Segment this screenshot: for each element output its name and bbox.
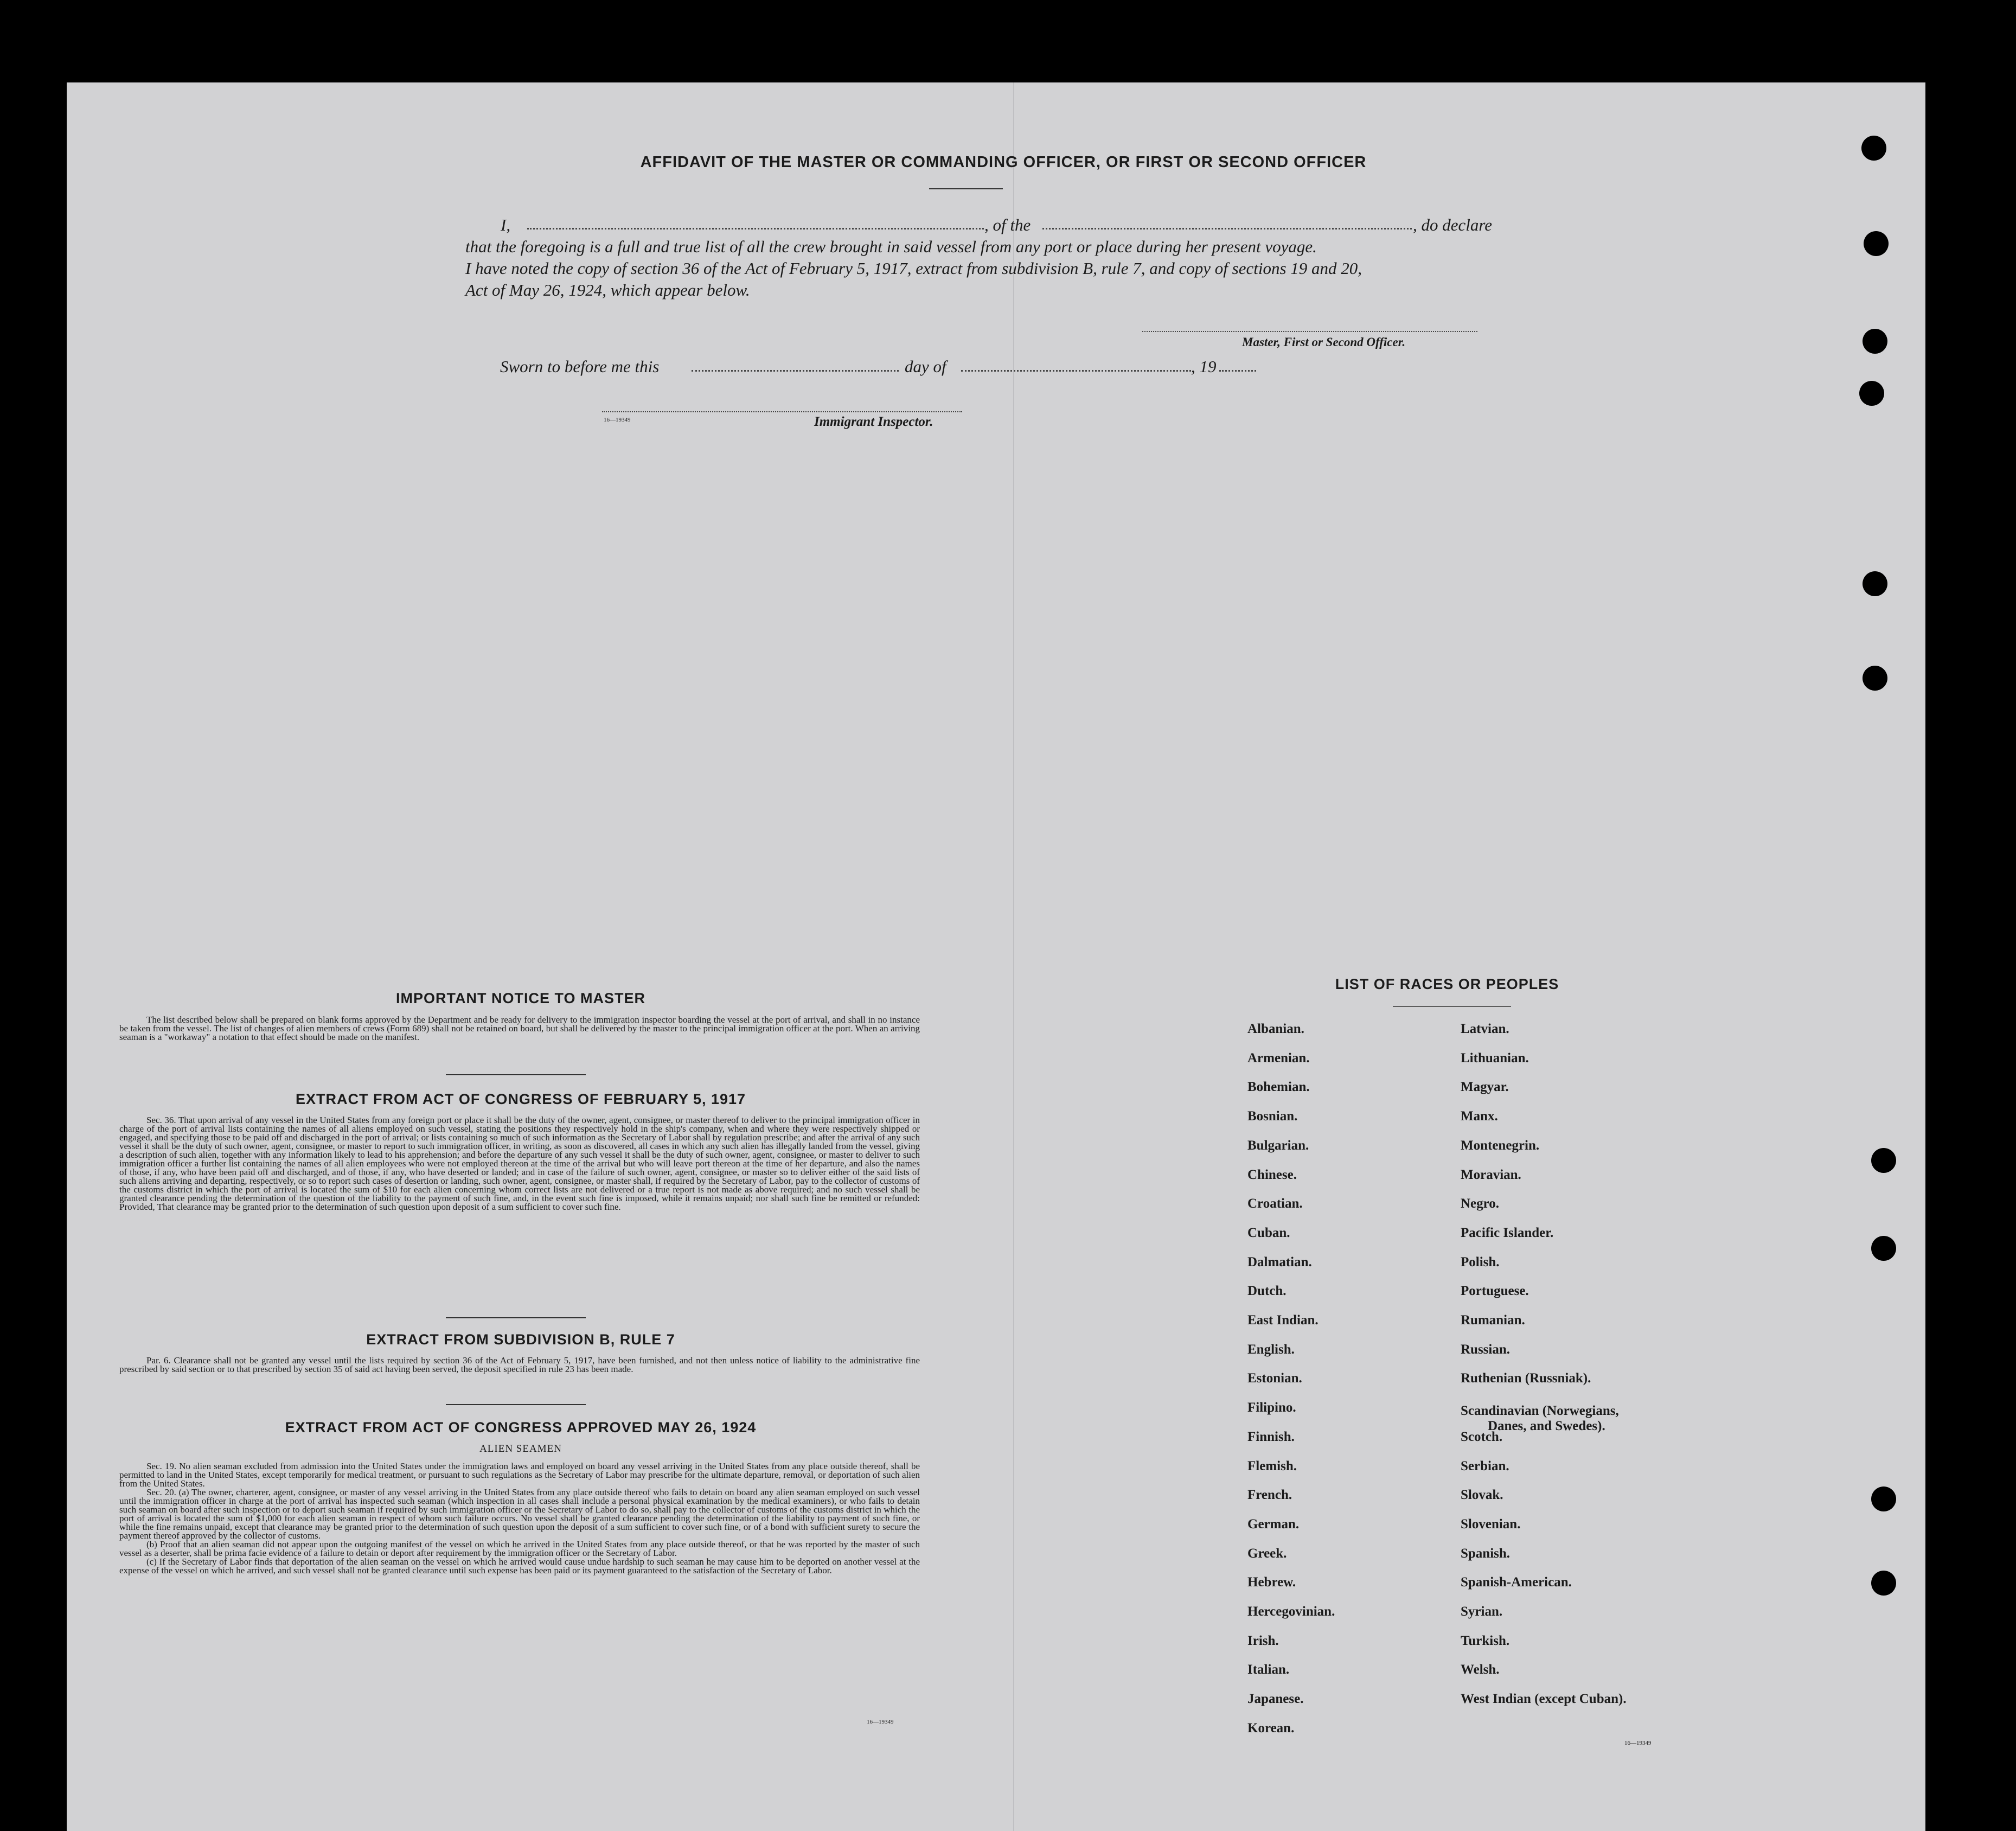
extract-rule7-title: EXTRACT FROM SUBDIVISION B, RULE 7: [366, 1331, 675, 1348]
race-item: Spanish-American.: [1461, 1575, 1572, 1590]
race-item: Serbian.: [1461, 1459, 1509, 1473]
extract-1924-block: [119, 1462, 920, 1575]
race-item: Bohemian.: [1247, 1080, 1310, 1094]
affidavit-title: AFFIDAVIT OF THE MASTER OR COMMANDING OFFICER, OR FIRST OR SECOND OFFICER: [640, 154, 1367, 171]
extract-form-number: 16—19349: [867, 1719, 894, 1725]
race-item: Spanish.: [1461, 1546, 1511, 1561]
vessel-blank: [1042, 228, 1412, 229]
race-item: Korean.: [1247, 1721, 1295, 1736]
race-item: Danes, and Swedes).: [1488, 1419, 1605, 1433]
race-item: German.: [1247, 1517, 1300, 1532]
race-item: Irish.: [1247, 1634, 1279, 1648]
race-item: Italian.: [1247, 1662, 1290, 1677]
title-rule: [929, 188, 1003, 189]
master-label: Master, First or Second Officer.: [1242, 335, 1406, 349]
race-item: Flemish.: [1247, 1459, 1297, 1473]
race-item: Slovenian.: [1461, 1517, 1521, 1532]
race-item: Dalmatian.: [1247, 1255, 1312, 1269]
sec20b-text: (b) Proof that an alien seaman did not appear upon the outgoing manifest of the vessel on which he arrived in the United States from any place outside thereof, or that he was reported by the master of such vessel as a deserter, shall be prima facie evidence of a failure to detain or deport after requirement by the immigration officer or the Secretary of Labor.: [119, 1539, 920, 1558]
year-blank: [1219, 370, 1256, 372]
notice-block: [119, 1016, 920, 1042]
extract-rule7-block: [119, 1356, 920, 1374]
sworn-prefix: Sworn to before me this: [500, 357, 660, 376]
race-item: Latvian.: [1461, 1022, 1509, 1036]
race-item: English.: [1247, 1342, 1295, 1357]
binder-hole: [1871, 1487, 1896, 1511]
race-item: Russian.: [1461, 1342, 1511, 1357]
race-item: Armenian.: [1247, 1051, 1310, 1066]
affidavit-line4: Act of May 26, 1924, which appear below.: [465, 280, 750, 299]
month-blank: [961, 370, 1191, 372]
binder-hole: [1864, 231, 1889, 256]
race-item: Hebrew.: [1247, 1575, 1296, 1590]
binder-hole: [1863, 666, 1887, 691]
race-item: Filipino.: [1247, 1400, 1296, 1415]
race-item: Portuguese.: [1461, 1284, 1529, 1298]
race-item: Magyar.: [1461, 1080, 1509, 1094]
binder-hole: [1861, 136, 1886, 161]
race-item: Croatian.: [1247, 1196, 1303, 1211]
race-item: Estonian.: [1247, 1371, 1302, 1386]
race-item: Dutch.: [1247, 1284, 1287, 1298]
affidavit-do-declare: , do declare: [1413, 215, 1493, 234]
race-item: Greek.: [1247, 1546, 1287, 1561]
page-fold: [1013, 82, 1014, 1831]
notice-title: IMPORTANT NOTICE TO MASTER: [396, 990, 645, 1006]
extract-1917-block: [119, 1116, 920, 1211]
race-item: Bosnian.: [1247, 1109, 1298, 1124]
race-item: Rumanian.: [1461, 1313, 1525, 1328]
races-title: LIST OF RACES OR PEOPLES: [1335, 976, 1559, 992]
affidavit-of-the: , of the: [984, 215, 1031, 234]
sec20a-text: Sec. 20. (a) The owner, charterer, agent, consignee, or master of any vessel arriving in the United States from any place outside thereof who fails to detain on board any alien seaman employed on such vessel until the immigration officer in charge at the port of arrival has inspected such seaman (which inspection in all cases shall include a personal physical examination by the medical examiners), or who fails to detain such seaman on board after such inspection or to deport such seaman if required by such immigration officer or the Secretary of Labor to do so, shall pay to the collector of customs of the customs district in which the port of arrival is located the sum of $1,000 for each alien seaman in respect of whom such failure occurs. No vessel shall be granted clearance pending the determination of the liability to payment of such fine, or while the fine remains unpaid, except that clearance may be granted prior to the determination of such question upon the deposit of a sum sufficient to cover such fine, or of a bond with sufficient surety to secure the payment thereof approved by the collector of customs.: [119, 1487, 920, 1541]
section-rule: [446, 1317, 586, 1318]
section-rule: [446, 1074, 586, 1075]
binder-hole: [1871, 1148, 1896, 1173]
binder-hole: [1871, 1236, 1896, 1261]
sworn-date-blank: [692, 370, 899, 372]
race-item: Polish.: [1461, 1255, 1500, 1269]
race-item: Lithuanian.: [1461, 1051, 1529, 1066]
section-rule: [446, 1404, 586, 1405]
alien-seamen-subtitle: ALIEN SEAMEN: [479, 1443, 562, 1454]
race-item: Ruthenian (Russniak).: [1461, 1371, 1591, 1386]
affidavit-line3: I have noted the copy of section 36 of the Act of February 5, 1917, extract from subdivision B, rule 7, and copy of sections 19 and 20,: [465, 259, 1362, 278]
race-item: East Indian.: [1247, 1313, 1319, 1328]
notice-text: The list described below shall be prepared on blank forms approved by the Department and be ready for delivery to the immigration inspector boarding the vessel at the port of arrival, and shall in no instance be taken from the vessel. The list of changes of alien members of crews (Form 689) shall not be retained on board, but shall be delivered by the master to the principal immigration officer at the port. When an arriving seaman is a "workaway" a notation to that effect should be made on the manifest.: [119, 1015, 920, 1042]
extract-rule7-text: Par. 6. Clearance shall not be granted any vessel until the lists required by section 36 of the Act of February 5, 1917, have been furnished, and not then unless notice of liability to the administrative fine prescribed by said section or to that prescribed by section 35 of said act having been served, the deposit specified in rule 23 has been made.: [119, 1355, 920, 1374]
binder-hole: [1871, 1571, 1896, 1596]
extract-1917-text: Sec. 36. That upon arrival of any vessel in the United States from any foreign port or place it shall be the duty of the owner, agent, consignee, or master thereof to deliver to the principal immigration officer in charge of the port of arrival lists containing the names of all aliens employed on such vessel, stating the positions they respectively hold in the ship's company, when and where they were respectively shipped or engaged, and specifying those to be paid off and discharged in the port of arrival; or lists containing so much of such information as the Secretary of Labor shall by regulation prescribe; and after the arrival of any such vessel it shall be the duty of such owner, agent, consignee, or master to report to such immigration officer, in writing, as soon as discovered, all cases in which any such alien has illegally landed from the vessel, giving a description of such alien, together with any information likely to lead to his apprehension; and before the departure of any such vessel it shall be the duty of such owner, agent, consignee, or master to deliver to such immigration officer a further list containing the names of all alien employees who were not employed thereon at the time of the arrival but who will leave port thereon at the time of her departure, and also the names of those, if any, who have been paid off and discharged, and of those, if any, who have deserted or landed; and in case of the failure of such owner, agent, consignee, or master so to deliver either of the said lists of such aliens arriving and departing, respectively, or so to report such cases of desertion or landing, such owner, agent, consignee, or master shall, if required by the Secretary of Labor, pay to the collector of customs of the customs district in which the port of arrival is located the sum of $10 for each alien concerning whom correct lists are not delivered or a true report is not made as above required; and no such vessel shall be granted clearance pending the determination of the question of the liability to the payment of such fine, and, in the event such fine is imposed, while it remains unpaid; nor shall such fine be remitted or refunded: Provided, That clearance may be granted prior to the determination of such question upon deposit of a sum sufficient to cover such fine.: [119, 1115, 920, 1212]
race-item: West Indian (except Cuban).: [1461, 1692, 1627, 1706]
binder-hole: [1859, 381, 1884, 406]
signature-blank: [1142, 331, 1477, 332]
race-item: Syrian.: [1461, 1604, 1503, 1619]
extract-1917-title: EXTRACT FROM ACT OF CONGRESS OF FEBRUARY 5, 1917: [295, 1091, 746, 1107]
inspector-label: Immigrant Inspector.: [814, 414, 933, 429]
race-item: Cuban.: [1247, 1226, 1290, 1240]
binder-hole: [1863, 329, 1887, 354]
race-item: Japanese.: [1247, 1692, 1304, 1706]
name-blank: [527, 228, 984, 229]
race-item: French.: [1247, 1488, 1292, 1502]
race-item: Moravian.: [1461, 1167, 1521, 1182]
sec20c-text: (c) If the Secretary of Labor finds that deportation of the alien seaman on the vessel on which he arrived would cause undue hardship to such seaman he may cause him to be deported on another vessel at the expense of the vessel on which he arrived, and such vessel shall not be granted clearance until such expense has been paid or its payment guaranteed to the satisfaction of the Secretary of Labor.: [119, 1556, 920, 1575]
race-item: Scandinavian (Norwegians,: [1461, 1403, 1619, 1418]
affidavit-form-number: 16—19349: [604, 417, 631, 423]
year-prefix: , 19: [1191, 357, 1217, 376]
sec19-text: Sec. 19. No alien seaman excluded from admission into the United States under the immigration laws and employed on board any vessel arriving in the United States from any place outside thereof, shall be permitted to land in the United States, except temporarily for medical treatment, or pursuant to such regulations as the Secretary of Labor may prescribe for the ultimate departure, removal, or deportation of such alien from the United States.: [119, 1461, 920, 1489]
races-form-number: 16—19349: [1624, 1740, 1652, 1746]
race-item: Albanian.: [1247, 1022, 1304, 1036]
race-item: Hercegovinian.: [1247, 1604, 1335, 1619]
race-item: Chinese.: [1247, 1167, 1297, 1182]
race-item: Pacific Islander.: [1461, 1226, 1554, 1240]
affidavit-line2: that the foregoing is a full and true list of all the crew brought in said vessel from any port or place during her present voyage.: [465, 237, 1317, 256]
race-item: Scotch.: [1461, 1430, 1503, 1444]
race-item: Slovak.: [1461, 1488, 1503, 1502]
race-item: Finnish.: [1247, 1430, 1295, 1444]
race-item: Manx.: [1461, 1109, 1498, 1124]
affidavit-line1-i: I,: [501, 215, 511, 234]
race-item: Welsh.: [1461, 1662, 1500, 1677]
inspector-signature-blank: [602, 411, 962, 412]
day-of: day of: [905, 357, 946, 376]
extract-1924-title: EXTRACT FROM ACT OF CONGRESS APPROVED MAY 26, 1924: [285, 1419, 757, 1436]
race-item: Montenegrin.: [1461, 1138, 1540, 1153]
race-item: Bulgarian.: [1247, 1138, 1309, 1153]
binder-hole: [1863, 571, 1887, 596]
races-title-rule: [1393, 1006, 1511, 1007]
race-item: Negro.: [1461, 1196, 1500, 1211]
race-item: Turkish.: [1461, 1634, 1510, 1648]
